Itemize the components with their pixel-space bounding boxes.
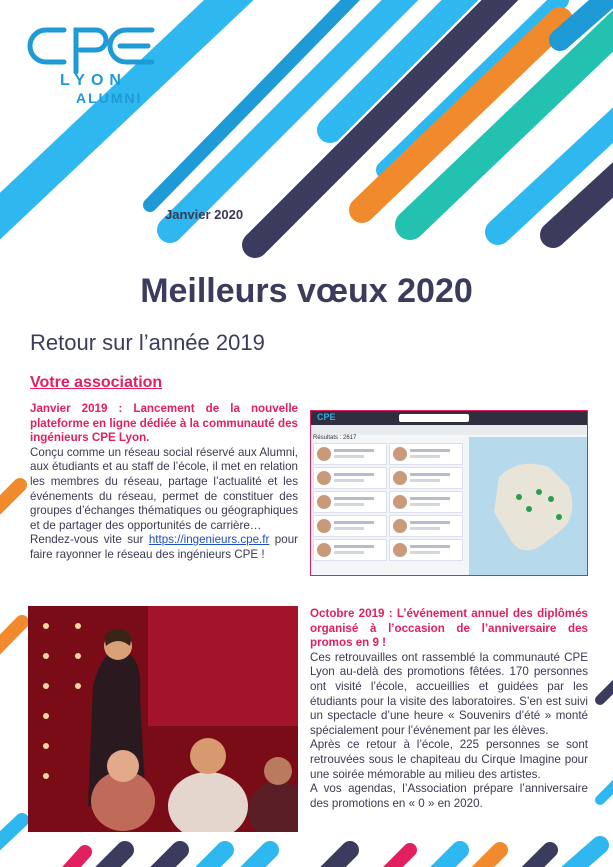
screenshot-map: [469, 437, 587, 575]
stripe: [600, 670, 613, 700]
stripe: [430, 850, 460, 867]
logo-lyon: LYON: [60, 72, 127, 89]
platform-screenshot: [310, 410, 588, 576]
logo-alumni: ALUMNI: [76, 90, 143, 106]
map-land: [469, 437, 587, 575]
screenshot-card: [313, 491, 387, 513]
stripe: [0, 485, 20, 520]
page-subtitle: Retour sur l’année 2019: [30, 330, 265, 355]
screenshot-card: [389, 539, 463, 561]
event-photo: [28, 606, 298, 832]
stripe: [600, 770, 613, 800]
stripe: [150, 850, 180, 867]
screenshot-tabs: [311, 425, 587, 435]
article-event-body-1: Ces retrouvailles ont rassemblé la communauté CPE Lyon au-delà des promotions fêtées. 170 personnes ont visité l’école, accueillies et guidées par les étudiants pour la visite des laboratoires. S’en est suivi un spectacle d’une heure « Souvenirs d’été » monté spécialement pour l’événement par les élèves.: [310, 650, 588, 737]
screenshot-card: [389, 515, 463, 537]
screenshot-brand: CPE: [317, 412, 336, 422]
article-event-body-3: A vos agendas, l’Association prépare l’anniversaire des promotions en « 0 » en 2020.: [310, 782, 588, 810]
article-platform-cta: [30, 533, 298, 562]
screenshot-card: [313, 443, 387, 465]
platform-link[interactable]: https://ingenieurs.cpe.fr: [148, 533, 270, 547]
stripe: [240, 850, 270, 867]
screenshot-card: [313, 515, 387, 537]
section-title: Votre association: [30, 374, 163, 391]
article-platform-lead: Janvier 2019 : Lancement de la nouvelle plateforme en ligne dédiée à la communauté des ingénieurs CPE Lyon.: [30, 402, 298, 445]
stage-illustration: [28, 606, 298, 832]
cta-text: Rendez-vous vite sur: [30, 533, 149, 547]
stripe: [380, 850, 410, 867]
screenshot-results: Résultats : 2617: [313, 435, 357, 441]
stripe: [195, 850, 225, 867]
article-event-lead: Octobre 2019 : L’événement annuel des diplômés organisé à l’occasion de l’anniversaire des promos en 9 !: [310, 607, 588, 650]
issue-date: Janvier 2020: [165, 207, 244, 222]
screenshot-card: [389, 443, 463, 465]
article-event-body-2: Après ce retour à l’école, 225 personnes se sont retrouvées sous le chapiteau du Cirque Imagine pour une soirée mémorable au milieu des artistes.: [310, 738, 588, 781]
stripe: [0, 820, 22, 855]
cpe-logo: [24, 24, 159, 74]
logo-letter-c: [30, 30, 64, 62]
article-platform: [30, 402, 298, 563]
stripe: [470, 850, 500, 867]
screenshot-card: [389, 491, 463, 513]
screenshot-card: [313, 539, 387, 561]
stripe: [0, 622, 22, 660]
article-event: [310, 607, 588, 811]
article-platform-body: Conçu comme un réseau social réservé aux Alumni, aux étudiants et au staff de l’école, il met en relation les membres du réseau, partage l’actualité et les événements du réseau, permet de constituer des groupes d’échanges thématiques ou géographiques et de partager des opportunités de carrière…: [30, 445, 298, 532]
stripe: [95, 850, 125, 867]
screenshot-topbar: [311, 411, 587, 425]
logo-letter-e: [110, 30, 152, 62]
screenshot-card: [389, 467, 463, 489]
cta-text-end: pour faire rayonner le réseau des ingénieurs CPE !: [30, 533, 298, 561]
stripe: [560, 845, 600, 867]
stripe: [320, 850, 350, 867]
stripe: [520, 850, 550, 867]
screenshot-search-box: [399, 414, 469, 422]
logo-letter-p: [76, 30, 106, 72]
stripe: [60, 852, 85, 867]
page-title: Meilleurs vœux 2020: [140, 272, 473, 310]
screenshot-card: [313, 467, 387, 489]
